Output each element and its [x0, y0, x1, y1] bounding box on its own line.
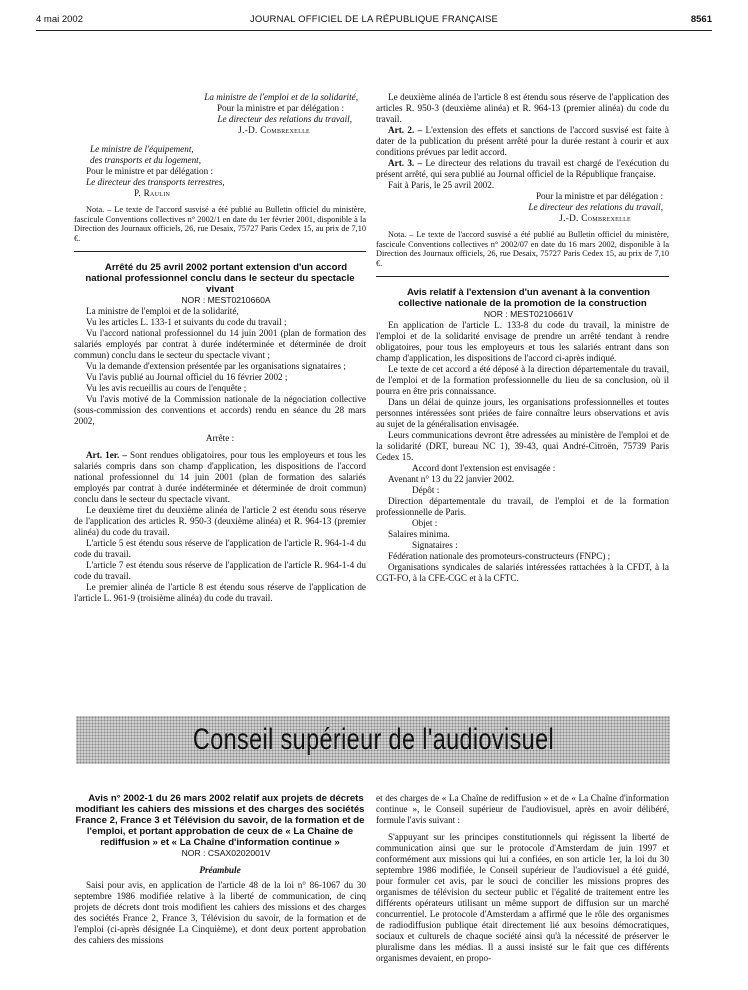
signature-block-emploi [74, 92, 358, 136]
sig-line: Le directeur des relations du travail, [528, 202, 663, 212]
divider [376, 276, 669, 277]
signature-block [376, 191, 663, 224]
article-1 [74, 450, 366, 505]
header-page-number: 8561 [690, 14, 712, 25]
article-text: Sont rendues obligatoires, pour tous les employeurs et tous les salariés compris dans son champ d'application, les dispositions de l'accord national professionnel du 14 juin 2001 (plan de formation des salariés employés par contrat à durée indéterminée et déterminée de droit commun) conclu dans le secteur du spectacle vivant. [74, 450, 367, 505]
article-3 [376, 158, 669, 180]
sig-line: Le directeur des relations du travail, [217, 114, 352, 124]
article-text: L'extension des effets et sanctions de l'accord susvisé est faite à dater de la publication du présent arrêté pour la durée restant à courir et aux conditions prévues par ledit accord. [376, 125, 670, 157]
paragraph: S'appuyant sur les principes constitutionnels qui régissent la liberté de communication ainsi que sur le protocole d'Amsterdam de juin 1997 et conformément aux missions qui lui a confiées, en son article 1er, la loi du 30 septembre 1986 modifiée, le Conseil supérieur de l'audiovisuel a été guidé, pour formuler cet avis, par le souci de concilier les missions propres des organismes de télévision du secteur public et l'égalité de traitement entre les différents opérateurs utilisant un même support de diffusion sur un marché concurrentiel. Le protocole d'Amsterdam a affirmé que le rôle des organismes de radiodiffusion publique était directement lié aux besoins démocratiques, sociaux et culturels de chaque société ainsi qu'à la nécessité de préserver le pluralisme dans les médias. Il a aussi insisté sur le fait que ces différents organismes devaient, en propo- [376, 832, 669, 963]
sig-line: des transports et du logement, [90, 155, 202, 165]
paragraph: La ministre de l'emploi et de la solidarité, [86, 306, 239, 317]
paragraph: Saisi pour avis, en application de l'article 48 de la loi n° 86-1067 du 30 septembre 1986 modifiée relative à la liberté de communication, de cinq projets de décrets dont trois modifient les cahiers des missions et des charges des sociétés France 2, France 3, Télévision du savoir, de la formation et de l'emploi (ci-après désignée La Cinquième), et dont deux portent approbation des cahiers des missions [74, 880, 366, 945]
paragraph: Vu l'accord national professionnel du 14 juin 2001 (plan de formation des salariés employés par contrat à durée indéterminée et déterminée de droit commun) conclu dans le secteur du spectacle vivant ; [74, 328, 366, 361]
paragraph: Le premier alinéa de l'article 8 est étendu sous réserve de l'application de l'article L. 961-9 (troisième alinéa) du code du travail. [74, 582, 366, 604]
paragraph: Avenant n° 13 du 22 janvier 2002. [388, 474, 515, 485]
page-header [36, 14, 712, 31]
paragraph: Direction départementale du travail, de l'emploi et de la formation professionnelle de Paris. [376, 496, 669, 518]
column-right-top [376, 92, 669, 584]
sig-line: Le ministre de l'équipement, [90, 144, 194, 154]
avis-csa-title: Avis n° 2002-1 du 26 mars 2002 relatif aux projets de décrets modifiant les cahiers des missions et des charges des sociétés France 2, France 3 et Télévision du savoir, de la formation et de l'emploi, et portant approbation de ceux de « La Chaîne de rediffusion » et « La Chaîne d'information continue » [75, 793, 365, 848]
sig-line: Pour la ministre et par délégation : [535, 191, 663, 201]
arrete-title: Arrêté du 25 avril 2002 portant extension d'un accord national professionnel conclu dans le secteur du spectacle vivant [85, 262, 355, 296]
column-right-bottom [376, 793, 669, 964]
nor-code: NOR : CSAX0202001V [181, 848, 271, 858]
article-label: Art. 1er. – [86, 450, 127, 461]
sig-name: J.-D. Combrexelle [559, 213, 631, 223]
paragraph: Vu l'avis motivé de la Commission nationale de la négociation collective (sous-commission des conventions et accords) rendu en séance du 28 mars 2002, [74, 394, 366, 427]
article-text: Le directeur des relations du travail est chargé de l'exécution du présent arrêté, qui sera publié au Journal officiel de la République française. [376, 158, 669, 179]
column-left-bottom [74, 793, 366, 946]
label: Signataires : [412, 540, 458, 551]
article-2 [376, 125, 669, 158]
header-date: 4 mai 2002 [36, 14, 84, 25]
paragraph: Organisations syndicales de salariés intéressées rattachées à la CFDT, à la CGT-FO, à la CFE-CGC et à la CFTC. [376, 562, 669, 584]
sig-line: La ministre de l'emploi et de la solidarité, [204, 92, 358, 102]
paragraph: Dans un délai de quinze jours, les organisations professionnelles et toutes personnes intéressées sont priées de faire connaître leurs observations et avis au sujet de la généralisation envisagée. [376, 397, 669, 430]
section-banner [76, 716, 670, 764]
nota-1: Nota. – Le texte de l'accord susvisé a été publié au Bulletin officiel du ministère, fascicule Conventions collectives n° 2002/1 en date du 1er février 2001, disponible à la Direction des Journaux officiels, 26, rue Desaix, 75727 Paris Cedex 15, au prix de 7,10 €. [74, 205, 366, 243]
paragraph: En application de l'article L. 133-8 du code du travail, la ministre de l'emploi et de la solidarité envisage de prendre un arrêté tendant à rendre obligatoires, pour tous les employeurs et tous les salariés entrant dans son champ d'application, les dispositions de l'accord ci-après indiqué. [376, 320, 669, 364]
sig-name: J.-D. Combrexelle [238, 125, 310, 135]
paragraph: Vu les articles L. 133-1 et suivants du code du travail ; [86, 317, 287, 328]
label: Dépôt : [412, 485, 440, 496]
column-left-top [74, 92, 366, 604]
banner-title: Conseil supérieur de l'audiovisuel [192, 723, 554, 756]
paragraph: et des charges de « La Chaîne de rediffusion » et de « La Chaîne d'information continue », le Conseil supérieur de l'audiovisuel, après en avoir délibéré, formule l'avis suivant : [376, 793, 669, 825]
sig-line: Pour la ministre et par délégation : [216, 103, 344, 113]
preambule-heading: Préambule [199, 865, 241, 875]
paragraph: Vu les avis recueillis au cours de l'enquête ; [86, 383, 247, 394]
paragraph: Vu l'avis publié au Journal officiel du 16 février 2002 ; [86, 372, 288, 383]
signature-block-equipement [74, 144, 366, 199]
arrete-label: Arrête : [205, 433, 235, 444]
divider [74, 251, 366, 252]
header-journal: JOURNAL OFFICIEL DE LA RÉPUBLIQUE FRANÇAISE [249, 14, 499, 25]
avis-title: Avis relatif à l'extension d'un avenant à la convention collective nationale de la promotion de la construction [398, 287, 651, 310]
nor-code: NOR : MEST0210660A [181, 295, 271, 306]
paragraph: Accord dont l'extension est envisagée : [412, 463, 556, 474]
paragraph: L'article 7 est étendu sous réserve de l'application de l'article R. 964-1-4 du code du travail. [74, 560, 366, 582]
paragraph: Salaires minima. [388, 529, 450, 540]
paragraph: Fédération nationale des promoteurs-constructeurs (FNPC) ; [388, 551, 611, 562]
nota-2: Nota. – Le texte de l'accord susvisé a été publié au Bulletin officiel du ministère, fascicule Conventions collectives n° 2002/07 en date du 16 mars 2002, disponible à la Direction des Journaux officiels, 26, rue Desaix, 75727 Paris Cedex 15, au prix de 7,10 €. [376, 230, 669, 268]
paragraph: Le deuxième tiret du deuxième alinéa de l'article 2 est étendu sous réserve de l'application des articles R. 950-3 (deuxième alinéa) et R. 964-13 (premier alinéa) du code du travail. [74, 505, 366, 538]
article-label: Art. 3. – [388, 158, 423, 168]
paragraph: Vu la demande d'extension présentée par les organisations signataires ; [86, 361, 346, 372]
paragraph: Leurs communications devront être adressées au ministère de l'emploi et de la solidarité (DRT, bureau NC 1), 39-43, quai André-Citroën, 75739 Paris Cedex 15. [376, 430, 669, 463]
sig-line: Le directeur des transports terrestres, [86, 177, 225, 187]
article-label: Art. 2. – [388, 125, 423, 135]
fait-a-paris: Fait à Paris, le 25 avril 2002. [388, 180, 495, 190]
label: Objet : [412, 518, 438, 529]
sig-name: P. Raulin [134, 188, 171, 198]
paragraph: L'article 5 est étendu sous réserve de l'application de l'article R. 964-1-4 du code du travail. [74, 538, 366, 560]
sig-line: Pour le ministre et par délégation : [86, 166, 214, 176]
nor-code: NOR : MEST0210661V [483, 309, 574, 320]
paragraph: Le texte de cet accord a été déposé à la direction départementale du travail, de l'emploi et de la formation professionnelle du lieu de sa conclusion, où il pourra en être pris connaissance. [376, 364, 669, 397]
paragraph: Le deuxième alinéa de l'article 8 est étendu sous réserve de l'application des articles R. 950-3 (deuxième alinéa) et R. 964-13 (premier alinéa) du code du travail. [376, 92, 669, 124]
